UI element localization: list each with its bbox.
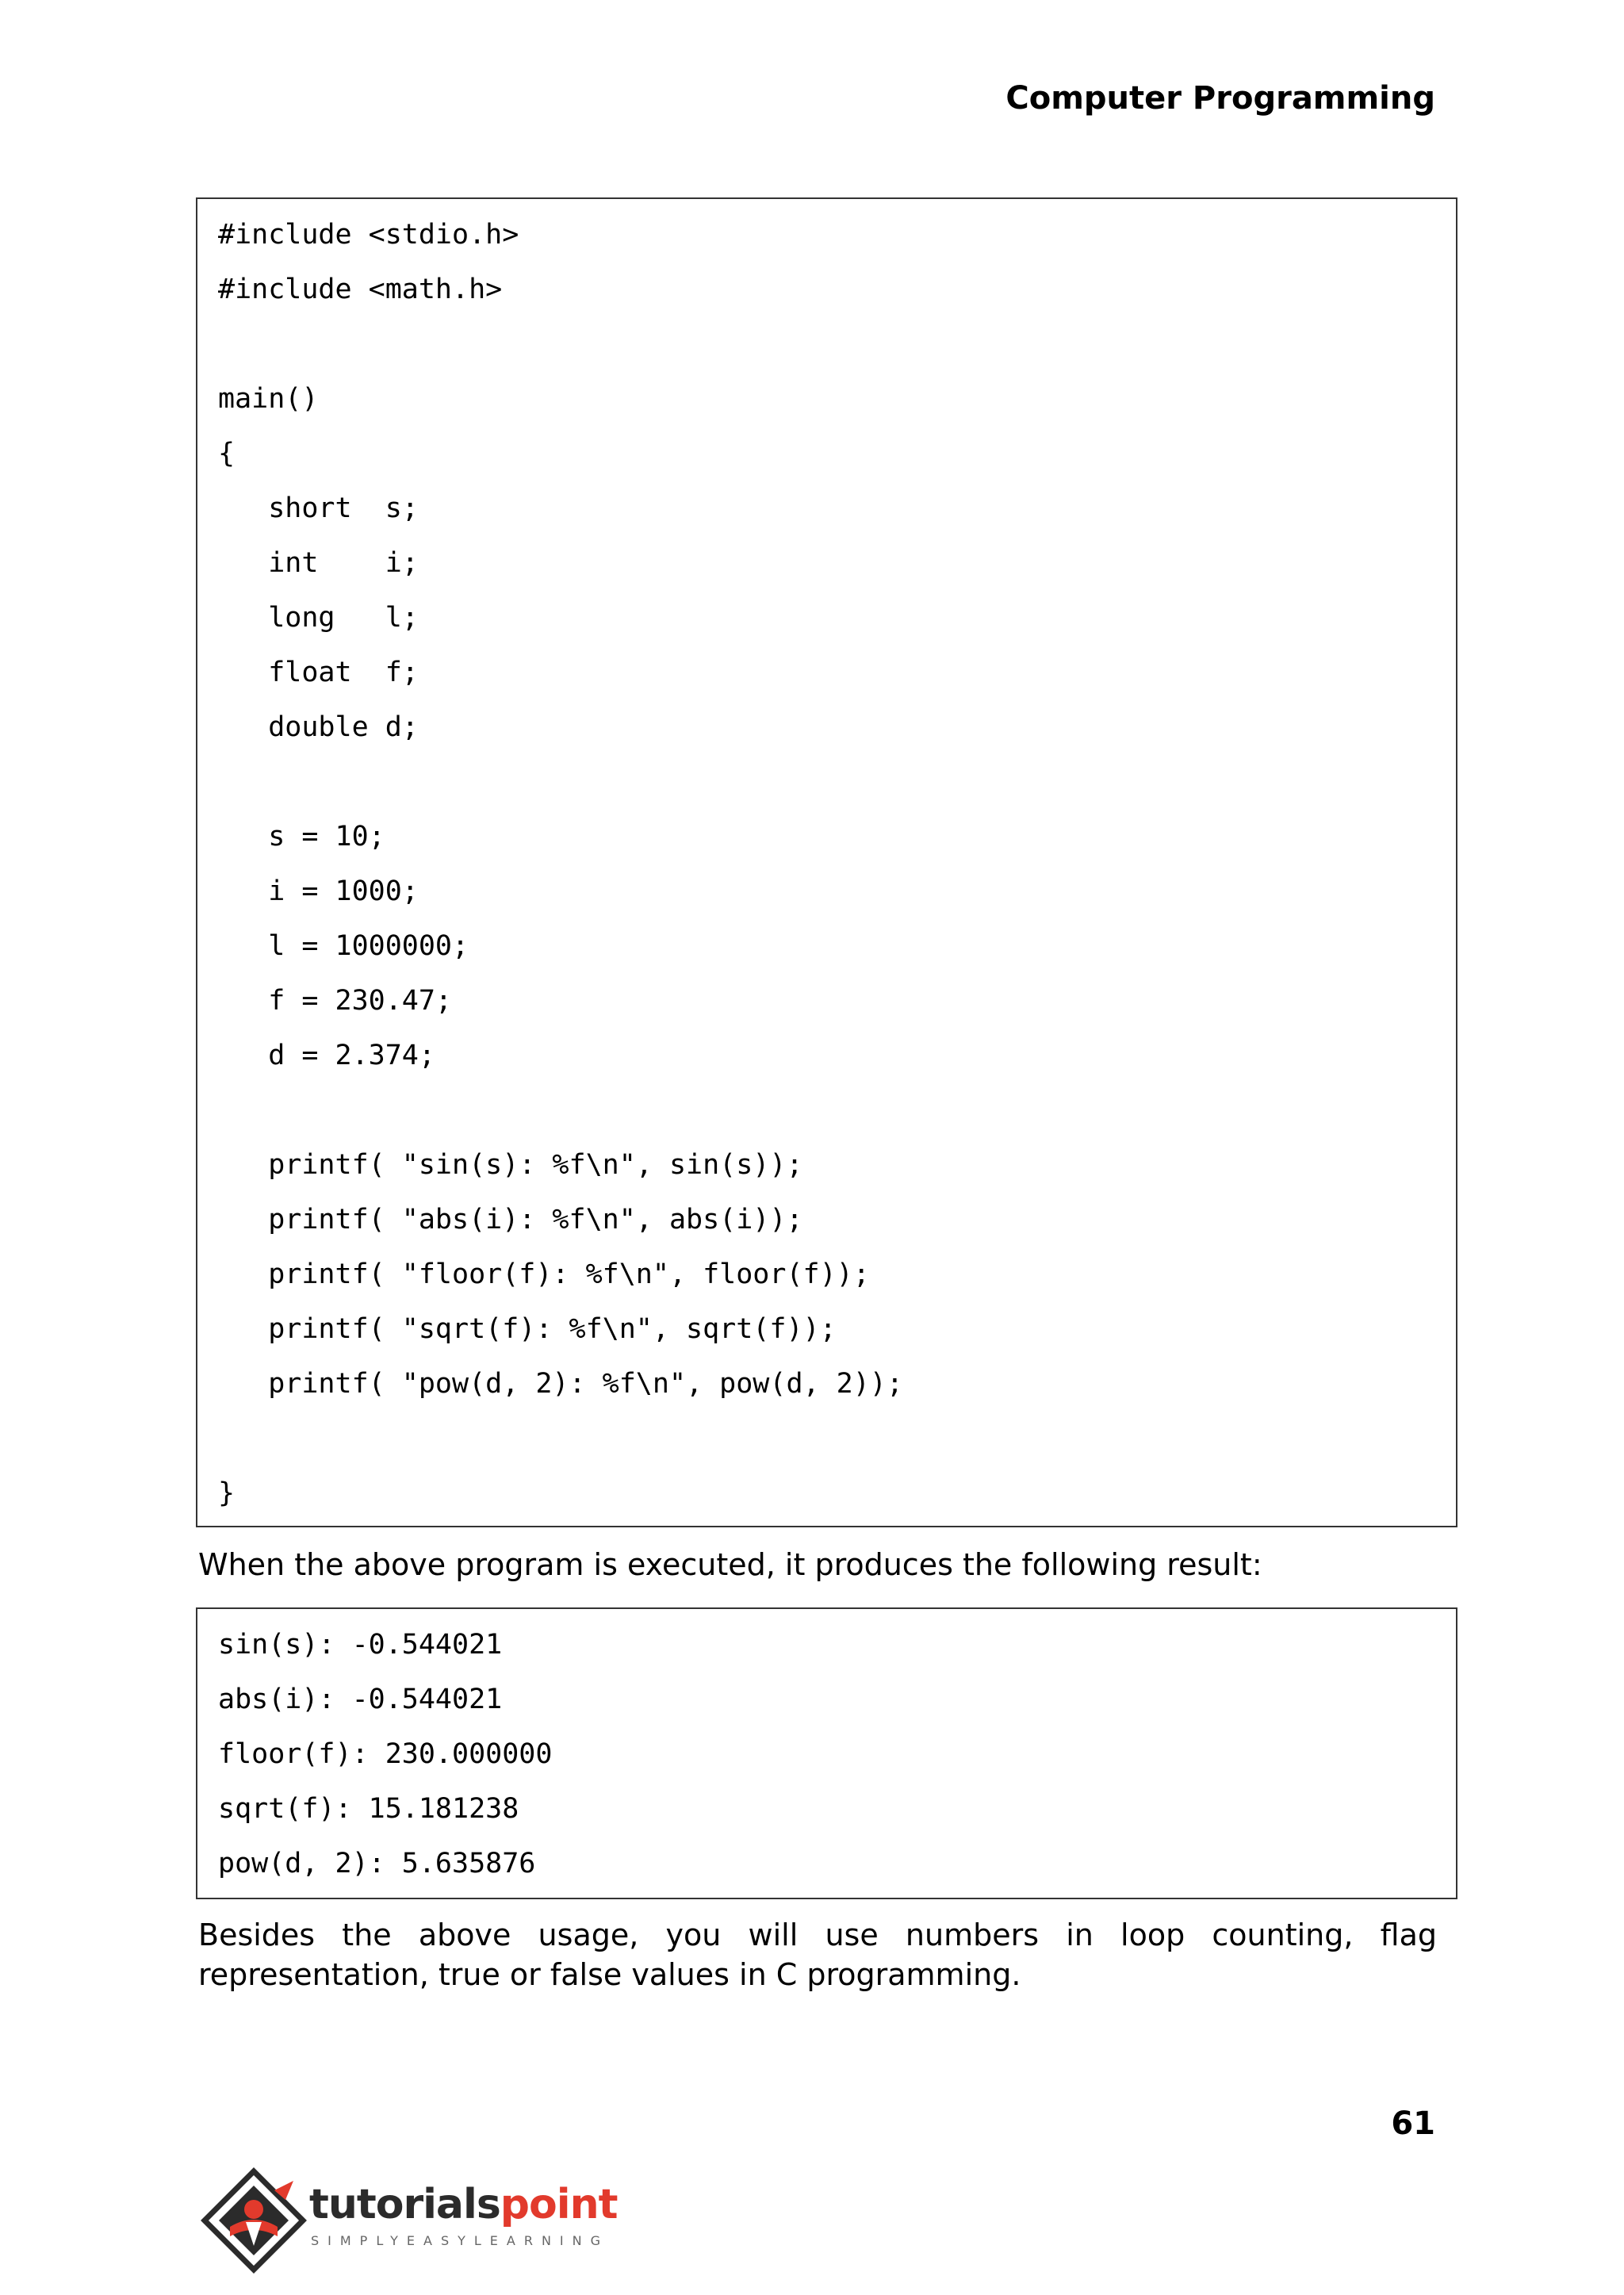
logo-wordmark <box>309 2181 617 2228</box>
code-line: printf( "floor(f): %f\n", floor(f)); <box>218 1259 870 1290</box>
code-line: float f; <box>218 657 419 688</box>
code-line: { <box>218 438 236 469</box>
output-line: abs(i): -0.544021 <box>218 1684 503 1715</box>
output-line: floor(f): 230.000000 <box>218 1738 553 1770</box>
logo-emblem-icon <box>198 2163 309 2282</box>
code-line <box>197 323 1456 377</box>
running-header-title: Computer Programming <box>1005 80 1435 117</box>
code-line: s = 10; <box>218 821 385 852</box>
code-line: int i; <box>218 547 419 579</box>
code-line: l = 1000000; <box>218 930 469 962</box>
code-line: f = 230.47; <box>218 985 453 1017</box>
code-line <box>197 1417 1456 1472</box>
output-line: sqrt(f): 15.181238 <box>218 1793 519 1825</box>
output-line: pow(d, 2): 5.635876 <box>218 1848 536 1879</box>
code-line: printf( "pow(d, 2): %f\n", pow(d, 2)); <box>218 1368 903 1400</box>
code-line <box>197 761 1456 815</box>
code-line: double d; <box>218 711 419 743</box>
code-line: main() <box>218 383 319 415</box>
code-line: long l; <box>218 602 419 634</box>
logo-tagline: SIMPLYEASYLEARNING <box>311 2233 610 2248</box>
code-line <box>197 1089 1456 1144</box>
logo-word-point: point <box>500 2181 618 2228</box>
outro-paragraph: Besides the above usage, you will use numbers in loop counting, flag representation, true or false values in C programming. <box>198 1918 1437 1992</box>
code-line: short s; <box>218 492 419 524</box>
code-line: i = 1000; <box>218 875 419 907</box>
output-code-block <box>196 1607 1457 1899</box>
logo-word-tutorials: tutorials <box>309 2181 500 2228</box>
code-line: printf( "sin(s): %f\n", sin(s)); <box>218 1149 803 1181</box>
code-line: } <box>218 1477 236 1509</box>
tutorialspoint-logo <box>198 2163 618 2282</box>
intro-paragraph: When the above program is executed, it produces the following result: <box>198 1547 1262 1582</box>
code-line: d = 2.374; <box>218 1040 435 1071</box>
code-line: printf( "abs(i): %f\n", abs(i)); <box>218 1204 803 1236</box>
output-line: sin(s): -0.544021 <box>218 1629 503 1661</box>
page-number: 61 <box>1391 2105 1435 2142</box>
code-line: #include <math.h> <box>218 274 503 305</box>
program-code-block <box>196 197 1457 1527</box>
code-line: #include <stdio.h> <box>218 219 519 251</box>
code-line: printf( "sqrt(f): %f\n", sqrt(f)); <box>218 1313 837 1345</box>
